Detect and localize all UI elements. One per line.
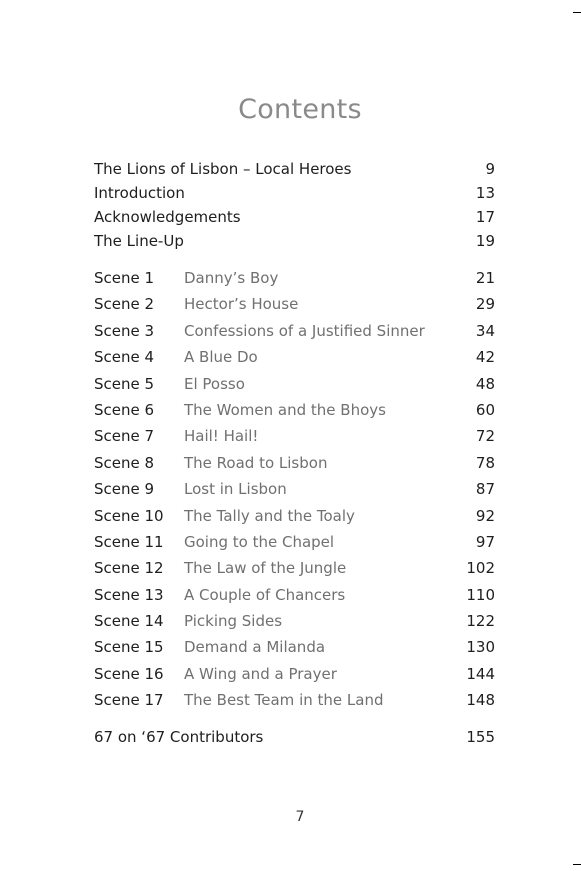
scene-number: Scene 6 [94,400,155,419]
toc-entry [94,725,495,749]
scene-page: 130 [466,638,495,657]
scene-page: 60 [475,400,495,419]
toc-entry-label: Acknowledgements [94,208,241,226]
toc-entry [94,229,495,253]
scene-title: A Couple of Chancers [184,585,346,604]
scene-entry [94,662,495,688]
scene-page: 87 [475,480,495,499]
scene-page: 21 [475,269,495,287]
toc-entry [94,157,495,181]
scene-page: 110 [466,585,495,604]
scene-entry [94,688,495,714]
toc-entry-page: 9 [485,160,495,178]
scene-title: The Tally and the Toaly [184,506,355,525]
scene-page: 144 [466,664,495,683]
scene-title: Confessions of a Justified Sinner [184,321,425,340]
scene-title: Picking Sides [184,612,283,631]
scene-number: Scene 13 [94,585,164,604]
scene-entry [94,583,495,609]
toc-entry [94,181,495,205]
scene-title: The Women and the Bhoys [184,400,386,419]
scene-number: Scene 12 [94,559,164,578]
scene-entry [94,635,495,661]
toc-entry-page: 13 [475,184,495,202]
scene-title: The Road to Lisbon [184,453,328,472]
scene-page: 29 [475,295,495,314]
scene-entry [94,345,495,371]
scene-number: Scene 8 [94,453,155,472]
scene-entry [94,292,495,318]
scene-number: Scene 17 [94,691,164,710]
scene-number: Scene 4 [94,348,155,367]
scene-number: Scene 15 [94,638,164,657]
back-matter-list [94,725,495,749]
crop-mark-top [573,12,581,13]
scene-title: A Blue Do [184,348,258,367]
scene-number: Scene 9 [94,480,155,499]
scene-page: 102 [466,559,495,578]
scene-entry [94,266,495,292]
scene-entry [94,319,495,345]
scene-entry [94,556,495,582]
page-title: Contents [238,94,362,125]
page-number: 7 [295,809,305,825]
crop-mark-bottom [573,864,581,865]
scene-entry [94,372,495,398]
scene-title: The Law of the Jungle [184,559,347,578]
scene-entry [94,530,495,556]
toc-entry [94,205,495,229]
toc-entry-label: The Line-Up [94,232,184,250]
scene-page: 97 [475,532,495,551]
scene-page: 92 [475,506,495,525]
scene-page: 48 [475,374,495,393]
scene-page: 148 [466,691,495,710]
scene-list [94,266,495,715]
scene-number: Scene 2 [94,295,155,314]
scene-entry [94,609,495,635]
scene-number: Scene 5 [94,374,155,393]
scene-title: Hector’s House [184,295,299,314]
scene-title: Danny’s Boy [184,269,279,287]
scene-entry [94,451,495,477]
scene-number: Scene 10 [94,506,164,525]
scene-entry [94,504,495,530]
scene-entry [94,398,495,424]
scene-number: Scene 7 [94,427,155,446]
scene-title: Hail! Hail! [184,427,259,446]
scene-page: 122 [466,612,495,631]
scene-number: Scene 14 [94,612,164,631]
scene-title: El Posso [184,374,245,393]
front-matter-list [94,157,495,253]
scene-page: 42 [475,348,495,367]
toc-entry-page: 19 [475,232,495,250]
scene-page: 78 [475,453,495,472]
scene-entry [94,477,495,503]
scene-number: Scene 16 [94,664,164,683]
scene-number: Scene 11 [94,532,164,551]
scene-title: A Wing and a Prayer [184,664,337,683]
scene-title: The Best Team in the Land [184,691,384,710]
toc-entry-page: 155 [466,728,495,746]
scene-page: 72 [475,427,495,446]
scene-number: Scene 3 [94,321,155,340]
toc-entry-page: 17 [475,208,495,226]
scene-page: 34 [475,321,495,340]
scene-number: Scene 1 [94,269,155,287]
toc-entry-label: The Lions of Lisbon – Local Heroes [94,160,352,178]
scene-title: Lost in Lisbon [184,480,287,499]
scene-entry [94,424,495,450]
scene-title: Going to the Chapel [184,532,335,551]
toc-entry-label: Introduction [94,184,185,202]
toc-entry-label: 67 on ‘67 Contributors [94,728,264,746]
scene-title: Demand a Milanda [184,638,326,657]
